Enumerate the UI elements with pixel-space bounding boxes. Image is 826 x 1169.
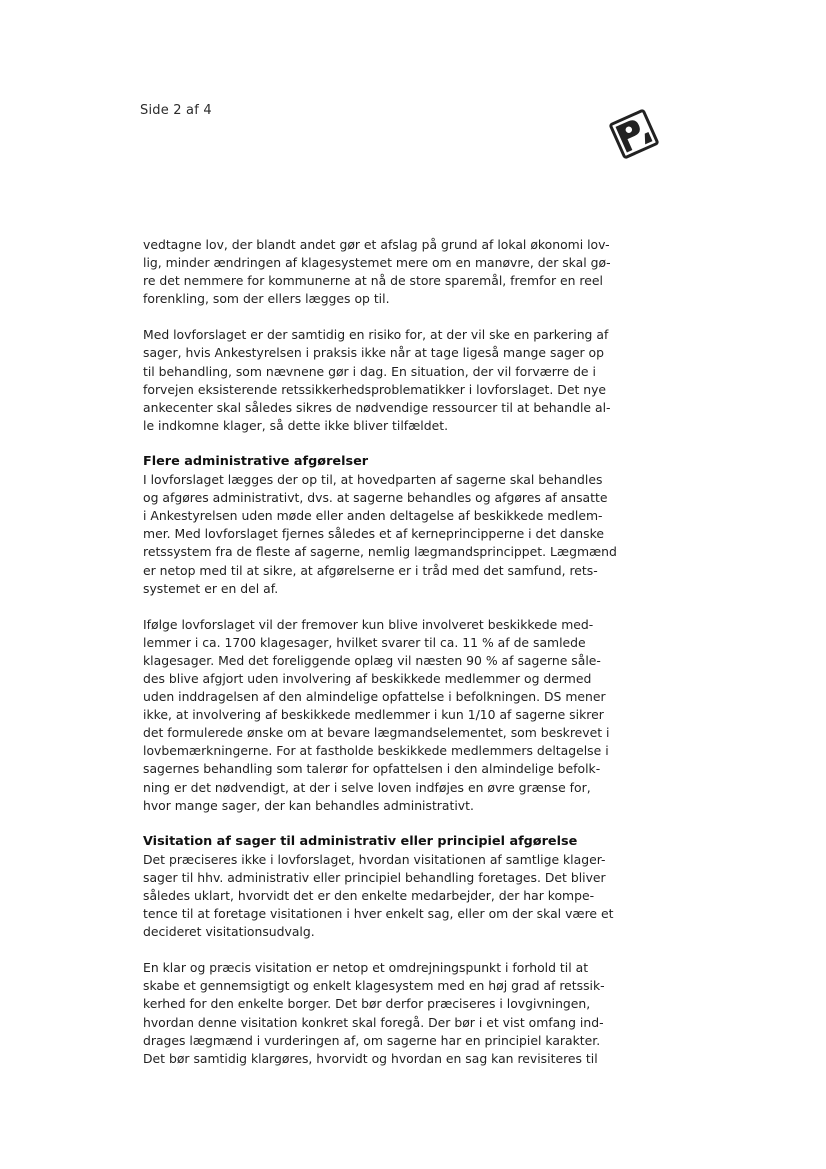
text-line: uden inddragelsen af den almindelige opfattelse i befolkningen. DS mener xyxy=(143,689,606,705)
text-line: retssystem fra de fleste af sagerne, nemlig lægmandsprincippet. Lægmænd xyxy=(143,544,617,560)
text-line: hvordan denne visitation konkret skal foregå. Der bør i et vist omfang ind- xyxy=(143,1014,604,1030)
text-line: I lovforslaget lægges der op til, at hovedparten af sagerne skal behandles xyxy=(143,472,603,488)
text-line: Med lovforslaget er der samtidig en risiko for, at der vil ske en parkering af xyxy=(143,327,609,343)
text-line: sager, hvis Ankestyrelsen i praksis ikke når at tage ligeså mange sager op xyxy=(143,345,604,361)
text-line: le indkomne klager, så dette ikke bliver tilfældet. xyxy=(143,417,449,433)
ds-logo-icon xyxy=(604,108,664,160)
text-line: mer. Med lovforslaget fjernes således et af kerneprincipperne i det danske xyxy=(143,526,604,542)
text-line: Det præciseres ikke i lovforslaget, hvordan visitationen af samtlige klager- xyxy=(143,851,606,867)
text-line: er netop med til at sikre, at afgørelserne er i tråd med det samfund, rets- xyxy=(143,562,598,578)
text-line: lemmer i ca. 1700 klagesager, hvilket svarer til ca. 11 % af de samlede xyxy=(143,634,586,650)
section-visitation xyxy=(143,833,648,942)
text-line: tence til at foretage visitationen i hver enkelt sag, eller om der skal være et xyxy=(143,906,614,922)
text-line: des blive afgjort uden involvering af beskikkede medlemmer og dermed xyxy=(143,670,592,686)
text-line: ikke, at involvering af beskikkede medlemmer i kun 1/10 af sagerne sikrer xyxy=(143,707,604,723)
text-line: kerhed for den enkelte borger. Det bør derfor præciseres i lovgivningen, xyxy=(143,996,591,1012)
page-number: Side 2 af 4 xyxy=(140,103,212,118)
text-line: og afgøres administrativt, dvs. at sagerne behandles og afgøres af ansatte xyxy=(143,490,608,506)
paragraph-clear-visitation xyxy=(143,959,648,1068)
text-line: Det bør samtidig klargøres, hvorvidt og hvordan en sag kan revisiteres til xyxy=(143,1050,598,1066)
text-line: således uklart, hvorvidt det er den enkelte medarbejder, der har kompe- xyxy=(143,888,595,903)
text-line: drages lægmænd i vurderingen af, om sagerne har en principiel karakter. xyxy=(143,1032,601,1048)
section-administrative-decisions xyxy=(143,453,648,598)
text-line: Ifølge lovforslaget vil der fremover kun blive involveret beskikkede med- xyxy=(143,616,594,632)
section-heading: Visitation af sager til administrativ eller principiel afgørelse xyxy=(143,833,578,849)
text-line: ankecenter skal således sikres de nødvendige ressourcer til at behandle al- xyxy=(143,399,611,415)
text-line: skabe et gennemsigtigt og enkelt klagesystem med en høj grad af retssik- xyxy=(143,978,605,994)
text-line: systemet er en del af. xyxy=(143,580,279,596)
text-line: ning er det nødvendigt, at der i selve loven indføjes en øvre grænse for, xyxy=(143,779,591,795)
text-line: re det nemmere for kommunerne at nå de store sparemål, fremfor en reel xyxy=(143,273,603,289)
text-line: lovbemærkningerne. For at fastholde beskikkede medlemmers deltagelse i xyxy=(143,743,609,759)
text-line: til behandling, som nævnene gør i dag. En situation, der vil forværre de i xyxy=(143,363,596,379)
paragraph-statistics xyxy=(143,616,648,815)
text-line: forenkling, som der ellers lægges op til. xyxy=(143,291,390,307)
text-line: forvejen eksisterende retssikkerhedsproblematikker i lovforslaget. Det nye xyxy=(143,381,607,397)
text-line: En klar og præcis visitation er netop et omdrejningspunkt i forhold til at xyxy=(143,960,589,976)
text-line: lig, minder ændringen af klagesystemet mere om en manøvre, der skal gø- xyxy=(143,255,611,271)
paragraph-risk xyxy=(143,326,648,435)
text-line: klagesager. Med det foreliggende oplæg vil næsten 90 % af sagerne såle- xyxy=(143,652,601,668)
text-line: hvor mange sager, der kan behandles administrativt. xyxy=(143,797,474,813)
text-line: sager til hhv. administrativ eller principiel behandling foretages. Det bliver xyxy=(143,869,606,885)
text-line: i Ankestyrelsen uden møde eller anden deltagelse af beskikkede medlem- xyxy=(143,508,603,524)
text-line: vedtagne lov, der blandt andet gør et afslag på grund af lokal økonomi lov- xyxy=(143,237,610,252)
section-heading: Flere administrative afgørelser xyxy=(143,453,369,469)
letter-body xyxy=(143,236,648,1068)
text-line: sagernes behandling som talerør for opfattelsen i den almindelige befolk- xyxy=(143,761,601,777)
text-line: decideret visitationsudvalg. xyxy=(143,924,315,940)
paragraph-continuation xyxy=(143,236,648,308)
text-line: det formulerede ønske om at bevare lægmandselementet, som beskrevet i xyxy=(143,725,610,741)
